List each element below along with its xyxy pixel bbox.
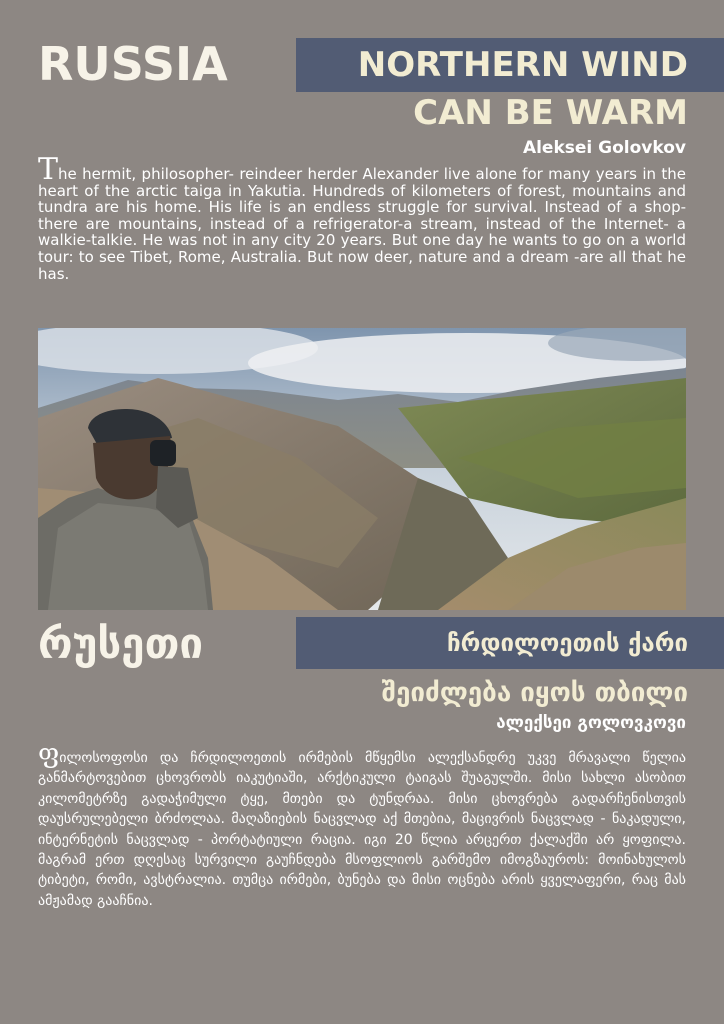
mountain-photo bbox=[38, 328, 686, 610]
dropcap-en: T bbox=[38, 152, 59, 187]
author-ka: ალექსეი გოლოვკოვი bbox=[496, 713, 686, 733]
body-paragraph-ka: ილოსოფოსი და ჩრდილოეთის ირმების მწყემსი ალექსანდრე უკვე მრავალი წელია განმარტოვებით ცხოვრობს იაკუტიაში, არქტიკული ტაიგას შუაგულში. მისი სახლი ასობით კილომეტრზე გადაჭიმული ტყე, მთები და ტუნდრაა. მისი ცხოვრება გადარჩენისთვის დაუსრულებელი ბრძოლაა. მაღაზიების ნაცვლად აქ მთებია, მაცივრის ნაცვლად - ნაკადული, ინტერნეტის ნაცვლად - პორტატიული რაცია. იგი 20 წლია არცერთ ქალაქში არ ყოფილა. მაგრამ ერთ დღესაც სურვილი გაუჩნდება მსოფლიოს გარშემო იმოგზაუროს: მოინახულოს ტიბეტი, რომი, ავსტრალია. თუმცა ირმები, ბუნება და მისი ოცნება არის ყველაფერი, რაც მას ამჟამად გააჩნია. bbox=[38, 750, 686, 909]
body-text-en bbox=[38, 152, 686, 283]
headline-line2-en: CAN BE WARM bbox=[413, 93, 688, 133]
dropcap-ka: ფ bbox=[38, 739, 60, 769]
headline-line1-en: NORTHERN WIND bbox=[357, 45, 688, 85]
body-text-ka bbox=[38, 739, 686, 911]
title-band-ka bbox=[296, 617, 724, 669]
headline-line2-ka: შეიძლება იყოს თბილი bbox=[381, 678, 688, 708]
title-band-en bbox=[296, 38, 724, 92]
headline-line1-ka: ჩრდილოეთის ქარი bbox=[447, 629, 688, 657]
country-title-ka: რუსეთი bbox=[38, 619, 204, 668]
author-en: Aleksei Golovkov bbox=[522, 138, 686, 158]
country-title-en: RUSSIA bbox=[38, 37, 228, 91]
body-paragraph-en: he hermit, philosopher- reindeer herder Alexander live alone for many years in the heart of the arctic taiga in Yakutia. Hundreds of kilometers of forest, mountains and tundra are his home. His life is an endless struggle for survival. Instead of a shop- there are mountains, instead of a refrigerator-a stream, instead of the Internet- a walkie-talkie. He was not in any city 20 years. But one day he wants to go on a world tour: to see Tibet, Rome, Australia. But now deer, nature and a dream -are all that he has. bbox=[38, 165, 686, 283]
